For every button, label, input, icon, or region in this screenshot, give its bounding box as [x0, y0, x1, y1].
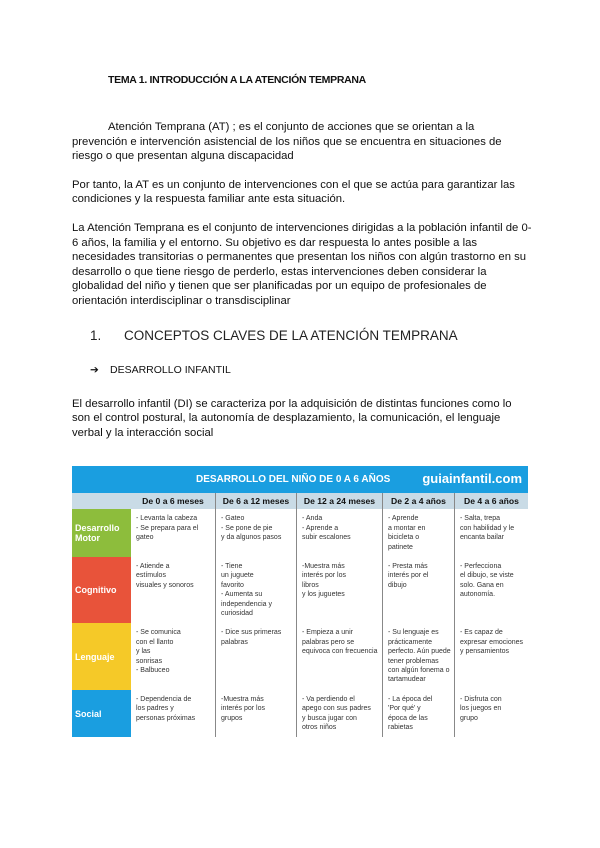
- table-cell: - Dice sus primeras palabras: [215, 623, 296, 689]
- row-label: Lenguaje: [72, 623, 131, 689]
- column-header: De 2 a 4 años: [382, 493, 454, 509]
- table-cell: - Salta, trepa con habilidad y le encanta bailar: [454, 509, 528, 557]
- infographic-header: [72, 466, 528, 493]
- paragraph-definition: Atención Temprana (AT) ; es el conjunto de acciones que se orientan a la prevención e intervención asistencial de los niños que se encuentra en situaciones de riesgo o que presentan alguna discapacidad: [72, 121, 502, 163]
- table-cell: - Va perdiendo el apego con sus padres y busca jugar con otros niños: [296, 690, 382, 738]
- table-cell: -Muestra más interés por los grupos: [215, 690, 296, 738]
- column-header: De 0 a 6 meses: [131, 493, 215, 509]
- table-cell: - Se comunica con el llanto y las sonrisas - Balbuceo: [136, 629, 181, 674]
- table-cell: - Levanta la cabeza - Se prepara para el gateo: [136, 515, 199, 542]
- paragraph-atencion-temprana: La Atención Temprana es el conjunto de intervenciones dirigidas a la población infantil de 0-6 años, la familia y el entorno. Su objetivo es dar respuesta lo antes posible a las necesidades transitorias o permanentes que presentan los niños con algún trastorno en su desarrollo o que tiene riesgo de perderlo, estas intervenciones deben considerar la globalidad del niño y tienen que ser planificadas por un equipo de profesionales de orientación interdisciplinar o transdisciplinar: [72, 221, 532, 307]
- column-header: De 4 a 6 años: [454, 493, 528, 509]
- column-header: De 6 a 12 meses: [215, 493, 296, 509]
- table-cell: - Aprende a montar en bicicleta o patinete: [382, 509, 454, 557]
- infographic-site: guiainfantil.com: [422, 471, 522, 487]
- row-label: Cognitivo: [72, 557, 131, 623]
- table-cell: - Perfecciona el dibujo, se viste solo. Gana en autonomía.: [454, 557, 528, 623]
- subsection-heading: [90, 363, 532, 377]
- table-cell: - Presta más interés por el dibujo: [382, 557, 454, 623]
- page-title: TEMA 1. INTRODUCCIÓN A LA ATENCIÓN TEMPRANA: [108, 74, 366, 86]
- table-cell: - Su lenguaje es prácticamente perfecto. Aún puede tener problemas con algún fonema o tartamudear: [382, 623, 454, 689]
- table-cell: - Dependencia de los padres y personas próximas: [136, 695, 196, 722]
- column-header-corner: [72, 493, 131, 509]
- paragraph-desarrollo-infantil: El desarrollo infantil (DI) se caracteriza por la adquisición de distintas funciones como lo son el control postural, la autonomía de desplazamiento, la comunicación, el lenguaje verbal y la interacción social: [72, 397, 512, 439]
- subsection-title: DESARROLLO INFANTIL: [110, 363, 231, 376]
- table-cell: - Anda - Aprende a subir escalones: [296, 509, 382, 557]
- infographic-title: DESARROLLO DEL NIÑO DE 0 A 6 AÑOS: [196, 474, 391, 486]
- table-cell: - Tiene un juguete favorito - Aumenta su independencia y curiosidad: [215, 557, 296, 623]
- section-heading: [90, 327, 532, 345]
- section-title: CONCEPTOS CLAVES DE LA ATENCIÓN TEMPRANA: [124, 327, 458, 343]
- table-cell: - Empieza a unir palabras pero se equivoca con frecuencia: [296, 623, 382, 689]
- table-cell: -Muestra más interés por los libros y los juguetes: [296, 557, 382, 623]
- arrow-icon: ➔: [90, 363, 99, 376]
- section-number: 1.: [90, 327, 102, 343]
- paragraph-por-tanto: Por tanto, la AT es un conjunto de intervenciones con el que se actúa para garantizar las condiciones y la respuesta familiar ante esta situación.: [72, 178, 515, 206]
- development-infographic: [72, 466, 528, 737]
- table-cell: - La época del 'Por qué' y época de las rabietas: [382, 690, 454, 738]
- row-label: Desarrollo Motor: [72, 509, 131, 557]
- row-label: Social: [72, 690, 131, 738]
- table-cell: - Atiende a estímulos visuales y sonoros: [136, 562, 194, 589]
- table-cell: - Disfruta con los juegos en grupo: [454, 690, 528, 738]
- column-header: De 12 a 24 meses: [296, 493, 382, 509]
- table-cell: - Gateo - Se pone de pie y da algunos pasos: [215, 509, 296, 557]
- table-cell: - Es capaz de expresar emociones y pensamientos: [454, 623, 528, 689]
